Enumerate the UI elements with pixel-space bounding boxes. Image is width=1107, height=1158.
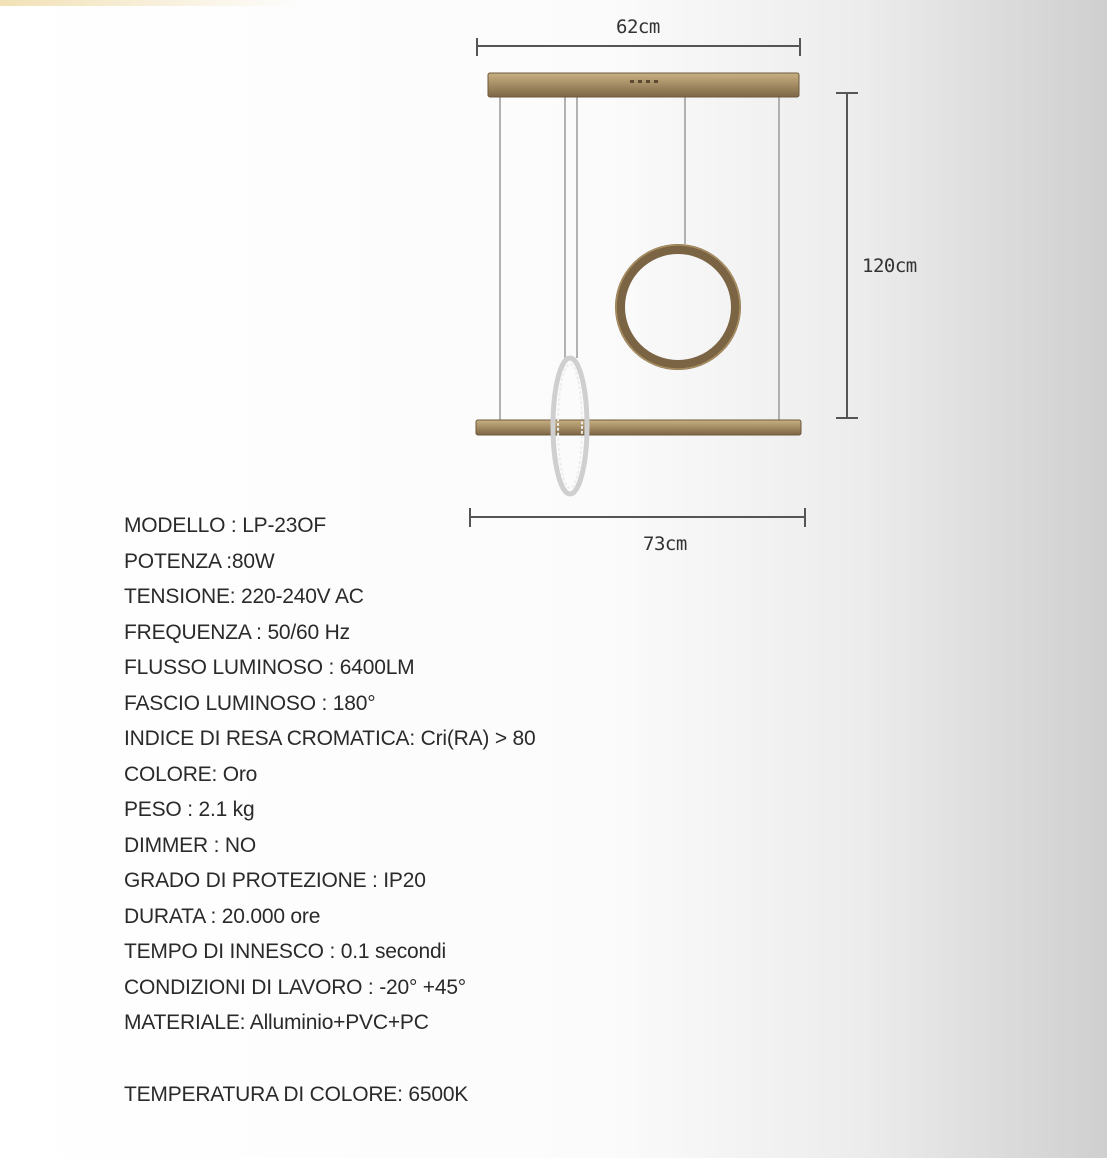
lamp-drawing: [0, 0, 1107, 560]
spec-material: MATERIALE: Alluminio+PVC+PC: [124, 1011, 429, 1034]
dimension-height: [836, 93, 858, 418]
spec-protection: GRADO DI PROTEZIONE : IP20: [124, 869, 426, 892]
spec-frequency: FREQUENZA : 50/60 Hz: [124, 620, 350, 644]
spec-color: COLORE: Oro: [124, 762, 258, 786]
spec-lifetime: DURATA : 20.000 ore: [124, 904, 321, 928]
spec-model: MODELLO : LP-23OF: [124, 514, 326, 537]
spec-power: POTENZA :80W: [124, 549, 275, 573]
spec-weight: PESO : 2.1 kg: [124, 798, 255, 821]
spec-list: [124, 508, 824, 1112]
spec-luminous-flux: FLUSSO LUMINOSO : 6400LM: [124, 656, 415, 679]
spec-spacer: [124, 1041, 824, 1077]
width-top-label: 62cm: [616, 16, 660, 38]
spec-color-temperature: TEMPERATURA DI COLORE: 6500K: [124, 1082, 469, 1106]
height-label: 120cm: [862, 255, 917, 277]
bottom-bar: [476, 420, 801, 435]
bronze-ring-highlight: [616, 245, 740, 369]
canopy-bar: [488, 73, 799, 97]
dimension-top: [477, 38, 800, 56]
spec-cri: INDICE DI RESA CROMATICA: Cri(RA) > 80: [124, 727, 536, 750]
spec-dimmer: DIMMER : NO: [124, 833, 256, 857]
spec-voltage: TENSIONE: 220-240V AC: [124, 585, 364, 608]
bronze-ring: [620, 249, 736, 365]
spec-start-time: TEMPO DI INNESCO : 0.1 secondi: [124, 940, 446, 963]
width-bottom-label: 73cm: [643, 533, 687, 555]
spec-working-conditions: CONDIZIONI DI LAVORO : -20° +45°: [124, 975, 467, 999]
spec-beam-angle: FASCIO LUMINOSO : 180°: [124, 691, 376, 715]
